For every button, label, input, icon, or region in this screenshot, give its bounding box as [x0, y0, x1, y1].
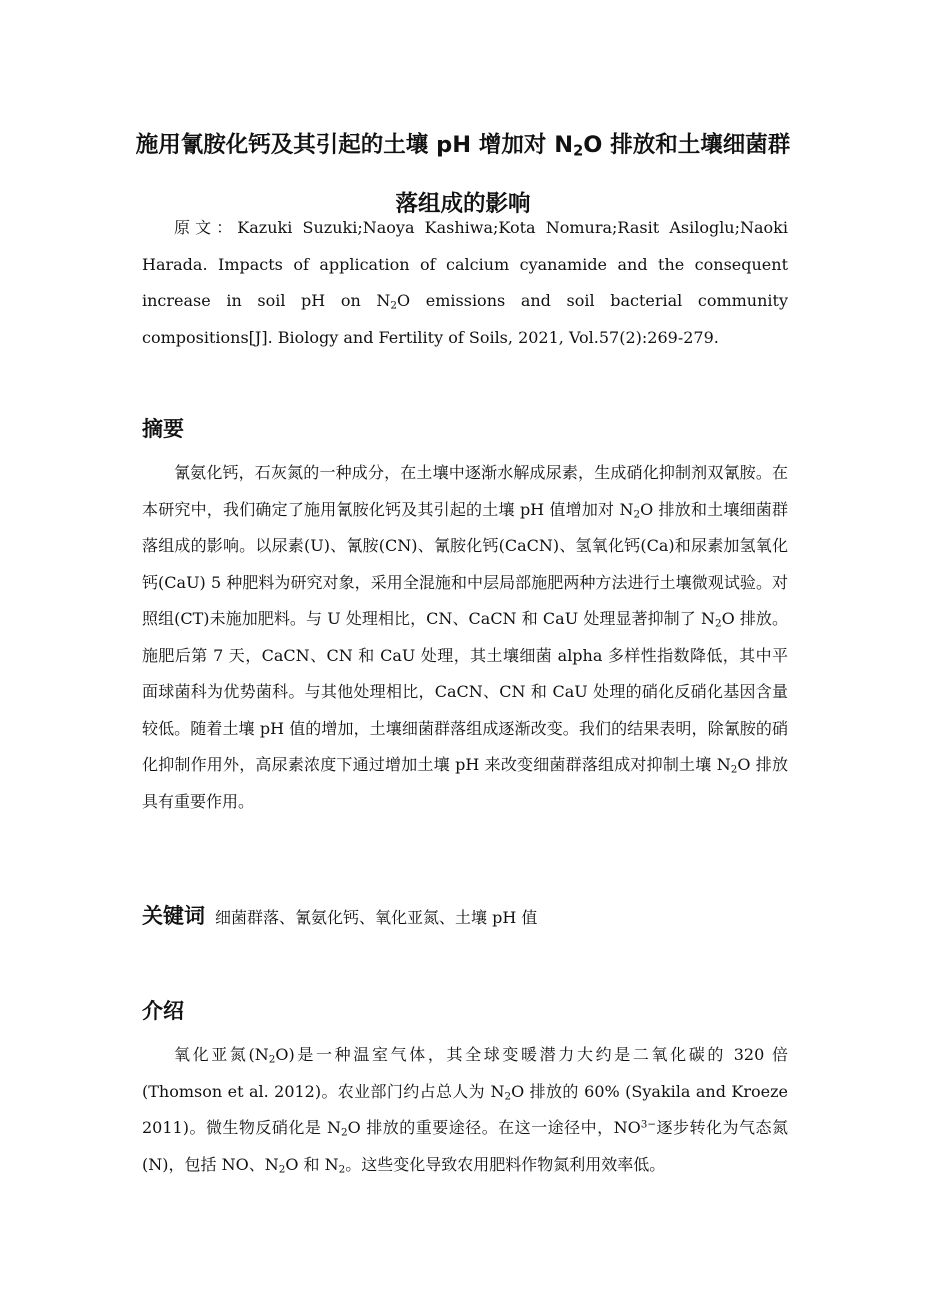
keywords-line [142, 900, 537, 930]
intro-text-1: 氧化亚氮(N [174, 1045, 269, 1064]
title-text-1: 施用氰胺化钙及其引起的土壤 pH 增加对 N [135, 132, 574, 158]
intro-text-3: O 排放的 60% (Syakila and Kroeze 2011)。微生物反硝化是 N [142, 1081, 788, 1137]
intro-superscript-1: 3− [640, 1118, 657, 1131]
abstract-subscript-2: 2 [714, 617, 722, 630]
title-subscript: 2 [573, 142, 584, 160]
citation-subscript: 2 [390, 299, 398, 312]
citation-text-2: O emissions and soil bacterial community compositions[J]. Biology and Fertility of Soils, 2021, Vol.57(2):269-279. [142, 291, 788, 347]
abstract-text-2: O 排放和土壤细菌群落组成的影响。以尿素(U)、氰胺(CN)、氰胺化钙(CaCN)、氢氧化钙(Ca)和尿素加氢氧化钙(CaU) 5 种肥料为研究对象，采用全混施和中层局部施肥两种方法进行土壤微观试验。对照组(CT)未施加肥料。与 U 处理相比，CN、CaCN 和 CaU 处理显著抑制了 N [142, 499, 788, 628]
intro-subscript-4: 2 [278, 1163, 286, 1176]
intro-text-5: 逐步转化为气态氮(N)，包括 NO、N [142, 1118, 788, 1174]
title-text-2: O 排放和土壤细菌群落组成的影响 [395, 132, 791, 217]
citation-text-1: 原文：Kazuki Suzuki;Naoya Kashiwa;Kota Nomura;Rasit Asiloglu;Naoki Harada. Impacts of application of calcium cyanamide and the consequent increase in soil pH on N [142, 218, 788, 310]
intro-text-2: O)是一种温室气体，其全球变暖潜力大约是二氧化碳的 320 倍 (Thomson et al. 2012)。农业部门约占总人为 N [142, 1045, 789, 1101]
abstract-text-3: O 排放。施肥后第 7 天，CaCN、CN 和 CaU 处理，其土壤细菌 alpha 多样性指数降低，其中平面球菌科为优势菌科。与其他处理相比，CaCN、CN 和 CaU 处理的硝化反硝化基因含量较低。随着土壤 pH 值的增加，土壤细菌群落组成逐渐改变。我们的结果表明，除氰胺的硝化抑制作用外，高尿素浓度下通过增加土壤 pH 来改变细菌群落组成对抑制土壤 N [142, 609, 788, 774]
introduction-paragraph [142, 1037, 788, 1183]
abstract-subscript-1: 2 [633, 508, 641, 521]
abstract-text-4: O 排放具有重要作用。 [142, 755, 788, 811]
intro-text-4: O 排放的重要途径。在这一途径中，NO [347, 1118, 641, 1137]
intro-subscript-2: 2 [504, 1090, 512, 1103]
intro-text-6: O 和 N [285, 1154, 339, 1174]
introduction-heading: 介绍 [142, 999, 184, 1023]
abstract-subscript-3: 2 [730, 763, 738, 776]
keywords-text: 细菌群落、氰氨化钙、氧化亚氮、土壤 pH 值 [215, 908, 538, 927]
intro-subscript-1: 2 [268, 1053, 276, 1066]
intro-subscript-3: 2 [340, 1126, 348, 1139]
keywords-label: 关键词 [142, 904, 205, 928]
citation-paragraph [142, 210, 788, 356]
intro-subscript-5: 2 [338, 1163, 346, 1176]
intro-text-7: 。这些变化导致农用肥料作物氮利用效率低。 [345, 1154, 666, 1174]
abstract-text-1: 氰氨化钙，石灰氮的一种成分，在土壤中逐渐水解成尿素，生成硝化抑制剂双氰胺。在本研究中，我们确定了施用氰胺化钙及其引起的土壤 pH 值增加对 N [142, 463, 788, 519]
abstract-paragraph [142, 455, 788, 820]
abstract-heading: 摘要 [142, 417, 184, 441]
